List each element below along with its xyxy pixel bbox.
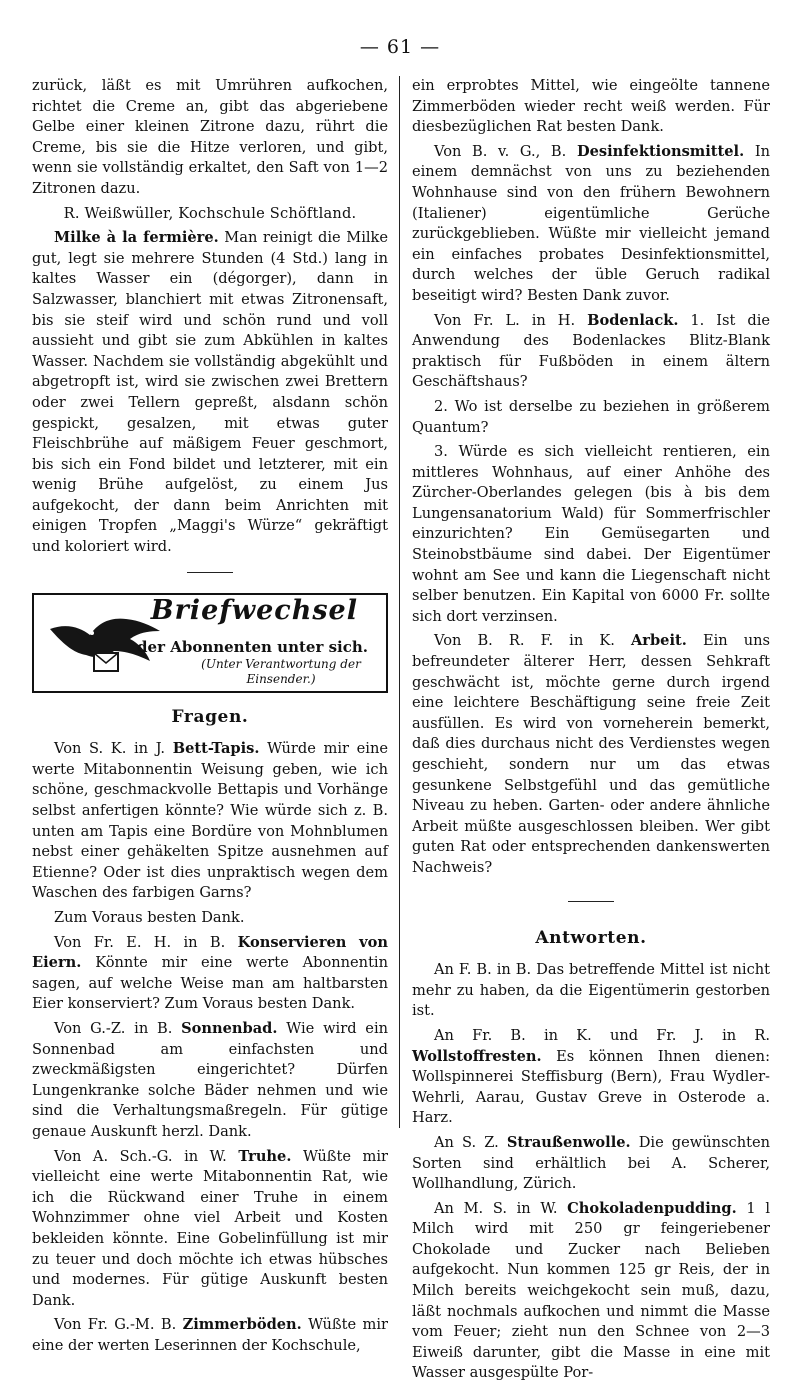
question-heading: Desinfektionsmittel. bbox=[576, 142, 745, 160]
answer-heading: Chokoladenpudding. bbox=[567, 1199, 737, 1217]
question-heading: Truhe. bbox=[238, 1147, 292, 1165]
question-sender: Von S. K. in J. bbox=[54, 740, 166, 758]
question-heading: Bodenlack. bbox=[587, 311, 679, 329]
question-heading: Arbeit. bbox=[630, 632, 687, 650]
section-rule bbox=[568, 901, 614, 902]
question-heading: Bett-Tapis. bbox=[172, 740, 260, 758]
answer-heading: Straußenwolle. bbox=[506, 1133, 631, 1151]
question-zimmerboeden bbox=[32, 1315, 388, 1356]
answer-recipient: An Fr. B. in K. und Fr. J. in R. bbox=[434, 1026, 770, 1044]
answer-straussenwolle bbox=[412, 1133, 770, 1195]
question-text: 1. Ist die Anwendung des Bodenlackes Blitz-Blank praktisch für Fußböden in einem ältern Geschäftshaus? bbox=[412, 311, 771, 391]
question-bett-tapis bbox=[32, 739, 388, 904]
question-sender: Von Fr. L. in H. bbox=[434, 311, 576, 329]
question-sender: Von B. v. G., B. bbox=[434, 142, 567, 160]
answer-text: Die gewünschten Sorten sind erhältlich bei A. Scherer, Wollhandlung, Zürich. bbox=[412, 1133, 771, 1193]
question-bodenlack bbox=[412, 311, 770, 393]
question-bodenlack-2: 2. Wo ist derselbe zu beziehen in größerem Quantum? bbox=[412, 397, 770, 436]
answer-text: 1 l Milch wird mit 250 gr feingeriebener Chokolade und Zucker nach Belieben aufgekocht. Nun kommen 125 gr Reis, der in Milch bereits weichgekocht sein muß, dazu, läßt nochmals aufkochen und nimmt die Masse vom Feuer; zieht nun den Schnee von 2—3 Eiweiß darunter, gibt die Masse in eine mit Wasser ausgespülte Por- bbox=[412, 1199, 770, 1382]
question-heading: Konservieren von Eiern. bbox=[32, 933, 388, 972]
question-sender: Von Fr. G.-M. B. bbox=[54, 1316, 177, 1334]
answer-text: Es können Ihnen dienen: Wollspinnerei Steffisburg (Bern), Frau Wydler-Wehrli, Aarau, Gustav Greve in Osterode a. Harz. bbox=[412, 1047, 770, 1127]
right-column bbox=[412, 76, 770, 1388]
answer-mittel bbox=[412, 960, 770, 1022]
question-truhe bbox=[32, 1147, 388, 1312]
question-heading: Zimmerböden. bbox=[182, 1316, 302, 1334]
question-bodenlack-3: 3. Würde es sich vielleicht rentieren, ein mittleres Wohnhaus, auf einer Anhöhe des Zürcher-Oberlandes gelegen (bis à bis dem Lungensanatorium Wald) für Sommerfrischler einzurichten? Ein Gemüsegarten und Steinobstbäume sind dabei. Der Eigentümer wohnt am See und kann die Liegenschaft nicht selber benutzen. Ein Kapital von 6000 Fr. sollte sich dort verzinsen. bbox=[412, 443, 770, 625]
banner-subtitle: der Abonnenten unter sich. bbox=[137, 637, 368, 656]
question-text: Wie wird ein Sonnenbad am einfachsten und zweckmäßigsten eingerichtet? Dürfen Lungenkranke solche Bäder nehmen und wie sind die Verhaltungsmaßregeln. Für gütige genaue Auskunft herzl. Dank. bbox=[32, 1019, 389, 1140]
question-sonnenbad bbox=[32, 1019, 388, 1143]
question-text: Würde mir eine werte Mitabonnentin Weisung geben, wie ich schöne, geschmackvolle Bettapis und Vorhänge selbst anfertigen könnte? Wie würde sich z. B. unten am Tapis eine Bordüre von Mohnblumen nebst einer gehäkelten Spitze ausnehmen auf Etienne? Oder ist dies unpraktisch wegen dem Waschen des farbigen Garns? bbox=[32, 740, 388, 902]
antworten-title: Antworten. bbox=[535, 927, 647, 948]
recipe-signature: R. Weißwüller, Kochschule Schöftland. bbox=[63, 204, 357, 222]
banner-title: Briefwechsel bbox=[150, 594, 358, 626]
section-rule bbox=[187, 572, 233, 573]
column-divider bbox=[399, 76, 400, 1128]
answer-wollstoffresten bbox=[412, 1026, 770, 1129]
answer-recipient: An F. B. in B. bbox=[434, 961, 532, 979]
question-sender: Von B. R. F. in K. bbox=[434, 632, 615, 650]
question-thanks: Zum Voraus besten Dank. bbox=[54, 909, 245, 926]
question-eier bbox=[32, 933, 388, 1015]
milke-text: Man reinigt die Milke gut, legt sie mehrere Stunden (4 Std.) lang in kaltes Wasser ein (dégorger), dann in Salzwasser, blanchiert mit etwas Zitronensaft, bis sie steif wird und schön rund und voll aussieht und gibt sie zum Abkühlen in kaltes Wasser. Nachdem sie vollständig abgekühlt und abgetropft ist, wird sie zwischen zwei Brettern oder zwei Tellern gepreßt, alsdann schön gespickt, gesalzen, mit etwas guter Fleischbrühe auf mäßigem Feuer geschmort, bis sich ein Fond bildet und letzterer, mit ein wenig Brühe aufgelöst, zu einem Jus aufgekocht, der dann beim Anrichten mit einigen Tropfen „Maggi's Würze“ gekräftigt und koloriert wird. bbox=[32, 229, 389, 556]
answer-recipient: An S. Z. bbox=[434, 1133, 499, 1151]
left-column bbox=[32, 76, 388, 1360]
question-text: In einem demnächst von uns zu beziehenden Wohnhause sind von den frühern Bewohnern (Italiener) eigentümliche Gerüche zurückgeblieben. Wüßte mir vielleicht jemand ein einfaches probates Desinfektionsmittel, durch welches der üble Geruch radikal beseitigt wird? Besten Dank zuvor. bbox=[412, 142, 770, 304]
recipe-continuation: zurück, läßt es mit Umrühren aufkochen, richtet die Creme an, gibt das abgeriebene Gelbe einer kleinen Zitrone dazu, rührt die Creme, bis sie die Hitze verloren, und gibt, wenn sie vollständig erkaltet, den Saft von 1—2 Zitronen dazu. bbox=[32, 77, 388, 197]
answer-chokoladenpudding bbox=[412, 1199, 770, 1384]
question-sender: Von G.-Z. in B. bbox=[54, 1019, 173, 1037]
question-text: Wüßte mir eine der werten Leserinnen der Kochschule, bbox=[32, 1316, 389, 1354]
briefwechsel-banner bbox=[32, 593, 388, 693]
question-text: Wüßte mir vielleicht eine werte Mitabonnentin Rat, wie ich die Rückwand einer Truhe in einem Wohnzimmer ohne viel Arbeit und Kosten bekleiden könnte. Eine Gobelinfüllung ist mir zu teuer und doch möchte ich etwas hübsches und modernes. Für gütige Auskunft besten Dank. bbox=[32, 1147, 389, 1309]
milke-paragraph bbox=[32, 228, 388, 558]
answer-text: Das betreffende Mittel ist nicht mehr zu haben, da die Eigentümerin gestorben ist. bbox=[412, 961, 771, 1020]
question-arbeit bbox=[412, 631, 770, 878]
question-zimmerboeden-continuation: ein erprobtes Mittel, wie eingeölte tannene Zimmerböden wieder recht weiß werden. Für diesbezüglichen Rat besten Dank. bbox=[412, 77, 770, 136]
milke-heading: Milke à la fermière. bbox=[54, 229, 219, 247]
banner-note: (Unter Verantwortung der Einsender.) bbox=[201, 656, 361, 686]
question-text: Könnte mir eine werte Abonnentin sagen, auf welche Weise man am haltbarsten Eier konserviert? Zum Voraus besten Dank. bbox=[32, 954, 388, 1013]
question-desinfektion bbox=[412, 142, 770, 307]
answer-recipient: An M. S. in W. bbox=[434, 1199, 558, 1217]
question-heading: Sonnenbad. bbox=[181, 1019, 278, 1037]
question-sender: Von A. Sch.-G. in W. bbox=[54, 1147, 227, 1165]
page-number: — 61 — bbox=[359, 36, 441, 58]
question-text: Ein uns befreundeter älterer Herr, dessen Sehkraft geschwächt ist, möchte gerne durch irgend eine leichtere Beschäftigung seine freie Zeit ausfüllen. Es wird von vorneherein bemerkt, daß dies durchaus nicht des Verdienstes wegen geschieht, sondern nur um das etwas gesunkene Selbstgefühl und das gemütliche Niveau zu heben. Garten- oder andere ähnliche Arbeit müßte ausgeschlossen bleiben. Wer gibt guten Rat oder entsprechenden dankenswerten Nachweis? bbox=[412, 632, 771, 876]
answer-heading: Wollstoffresten. bbox=[412, 1047, 542, 1065]
question-sender: Von Fr. E. H. in B. bbox=[54, 933, 226, 951]
fragen-title: Fragen. bbox=[171, 706, 249, 727]
